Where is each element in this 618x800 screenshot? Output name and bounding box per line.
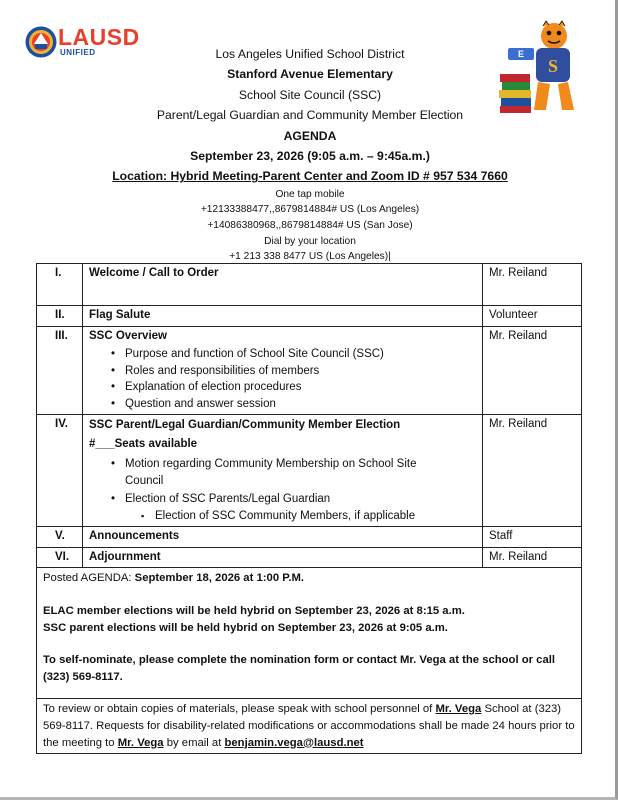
posted-line [43, 570, 575, 587]
district-name: Los Angeles Unified School District [215, 47, 405, 61]
item-owner: Mr. Reiland [483, 326, 582, 415]
table-row [37, 527, 582, 548]
posted-label: Posted AGENDA: [43, 572, 135, 584]
contact-row [37, 698, 582, 753]
contact-name: Mr. Vega [117, 736, 164, 749]
item-title-text: Announcements [89, 530, 180, 542]
seal-icon [24, 25, 58, 59]
item-owner: Mr. Reiland [483, 264, 582, 306]
item-title [83, 326, 483, 415]
notes-cell [37, 568, 582, 699]
list-item: • Motion regarding Community Membership on School Site Council [89, 456, 478, 489]
school-name: Stanford Avenue Elementary [227, 67, 393, 82]
item-owner: Staff [483, 527, 582, 548]
logo-wordmark: LAUSD [58, 24, 140, 50]
bullet-list [89, 456, 478, 524]
posted-date: September 18, 2026 at 1:00 P.M. [134, 572, 305, 584]
list-item: • Explanation of election procedures [89, 379, 478, 396]
table-row [37, 264, 582, 306]
table-row [37, 326, 582, 415]
item-title-text: Adjournment [89, 550, 161, 563]
phone-dial-los-angeles: +1 213 338 8477 US (Los Angeles)| [229, 251, 391, 263]
elac-election-note: ELAC member elections will be held hybrid on September 23, 2026 at 8:15 a.m. [43, 604, 465, 617]
table-row [37, 547, 582, 568]
phone-san-jose-tap: +14086380968,,8679814884# US (San Jose) [207, 220, 413, 232]
item-number: V. [37, 527, 83, 548]
list-item: • Election of SSC Parents/Legal Guardian [89, 491, 478, 508]
review-text-2: School at (323) 569-8117. Requests for disability-related modifications or accommodations shall be made 24 hours prior to the meeting to [43, 702, 575, 749]
svg-text:S: S [547, 56, 559, 76]
list-item: • Question and answer session [89, 396, 478, 413]
one-tap-label: One tap mobile [275, 188, 345, 200]
item-owner: Mr. Reiland [483, 415, 582, 527]
contact-name: Mr. Vega [435, 702, 482, 715]
agenda-header [60, 44, 560, 265]
self-nominate-note: To self-nominate, please complete the nomination form or contact Mr. Vega at the school or call (323) 569-8117. [43, 654, 556, 684]
logo-subtitle: UNIFIED [60, 48, 96, 57]
seats-available: #___Seats available [89, 438, 198, 450]
list-item: • Purpose and function of School Site Council (SSC) [89, 346, 478, 363]
council-name: School Site Council (SSC) [238, 87, 382, 102]
item-title-text: Welcome / Call to Order [89, 267, 219, 279]
table-row [37, 415, 582, 527]
dial-label: Dial by your location [264, 235, 356, 247]
contact-email-link[interactable]: benjamin.vega@lausd.net [224, 736, 364, 749]
item-title [83, 547, 483, 568]
list-item: • Roles and responsibilities of members [89, 363, 478, 380]
agenda-title: AGENDA [283, 128, 337, 143]
item-number: VI. [37, 547, 83, 568]
item-title [83, 527, 483, 548]
item-title [83, 306, 483, 327]
svg-text:E: E [517, 49, 525, 59]
review-text-1: To review or obtain copies of materials, please speak with school personnel of [43, 702, 436, 715]
item-number: II. [37, 306, 83, 327]
agenda-table [36, 263, 582, 754]
item-title-text: SSC Parent/Legal Guardian/Community Member Election [89, 419, 401, 431]
item-owner: Volunteer [483, 306, 582, 327]
item-number: I. [37, 264, 83, 306]
item-title-text: Flag Salute [89, 309, 151, 321]
ssc-election-note: SSC parent elections will be held hybrid on September 23, 2026 at 9:05 a.m. [43, 621, 448, 634]
item-title [83, 264, 483, 306]
bullet-list [89, 346, 478, 412]
notes-row [37, 568, 582, 699]
review-text-3: by email at [163, 736, 225, 749]
contact-cell [37, 698, 582, 753]
item-number: IV. [37, 415, 83, 527]
list-item: ▪ Election of SSC Community Members, if applicable [89, 508, 478, 525]
item-number: III. [37, 326, 83, 415]
election-title: Parent/Legal Guardian and Community Member Election [156, 108, 464, 123]
phone-los-angeles-tap: +12133388477,,8679814884# US (Los Angeles) [200, 204, 420, 216]
table-row [37, 306, 582, 327]
item-owner: Mr. Reiland [483, 547, 582, 568]
item-title [83, 415, 483, 527]
meeting-datetime: September 23, 2026 (9:05 a.m. – 9:45a.m.) [190, 149, 430, 164]
meeting-location: Location: Hybrid Meeting-Parent Center and Zoom ID # 957 534 7660 [112, 169, 508, 184]
item-title-text: SSC Overview [89, 329, 167, 342]
